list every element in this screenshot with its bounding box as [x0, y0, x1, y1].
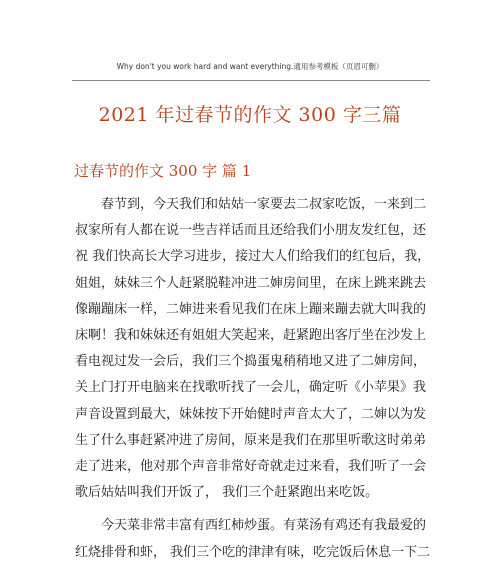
text-line: 床啊！我和妹妹还有姐姐大笑起来，赶紧跑出客厅坐在沙发上 [75, 328, 427, 344]
text-line: 关上门打开电脑来在找歌听找了一会儿，确定听《小苹果》我 [75, 380, 427, 396]
text-line: 生了什么事赶紧冲进了房间，原来是我们在那里听歌这时弟弟 [75, 432, 427, 448]
paragraph [75, 192, 431, 506]
text-line: 今天菜非常丰富有西红柿炒蛋。有菜汤有鸡还有我最爱的 [101, 518, 427, 534]
text-line: 走了进来，他对那个声音非常好奇就走过来看，我们听了一会 [75, 459, 427, 475]
text-line: 春节到，今天我们和姑姑一家要去二叔家吃饭，一来到二 [101, 197, 427, 212]
paragraph [75, 513, 431, 565]
header-divider [72, 80, 430, 81]
text-line: 红烧排骨和虾， 我们三个吃的津津有味，吃完饭后休息一下二 [75, 544, 431, 560]
text-line: 祝 我们快高长大学习进步，接过大人们给我们的红包后，我， [75, 249, 431, 265]
text-line: 看电视过发一会后，我们三个捣蛋鬼稍稍地又进了二婶房间， [75, 354, 427, 370]
section-title: 过春节的作文 300 字 篇 1 [74, 162, 252, 180]
text-line: 像蹦蹦床一样，二婶进来看见我们在床上蹦来蹦去就大叫我的 [75, 301, 427, 317]
document-title: 2021 年过春节的作文 300 字三篇 [98, 104, 402, 126]
page-header: Why don't you work hard and want everything.通用参考模板（页眉可删） [116, 62, 384, 71]
text-line: 声音设置到最大，妹妹按下开始健时声音太大了，二婶以为发 [75, 406, 427, 422]
text-line: 叔家所有人都在说一些吉祥话而且还给我们小朋友发红包，还 [75, 223, 427, 239]
text-line: 姐姐，妹妹三个人赶紧脱鞋冲进二婶房间里，在床上跳来跳去 [75, 275, 427, 291]
document-body [75, 192, 431, 573]
text-line: 歌后姑姑叫我们开饭了， 我们三个赶紧跑出来吃饭。 [75, 485, 379, 501]
